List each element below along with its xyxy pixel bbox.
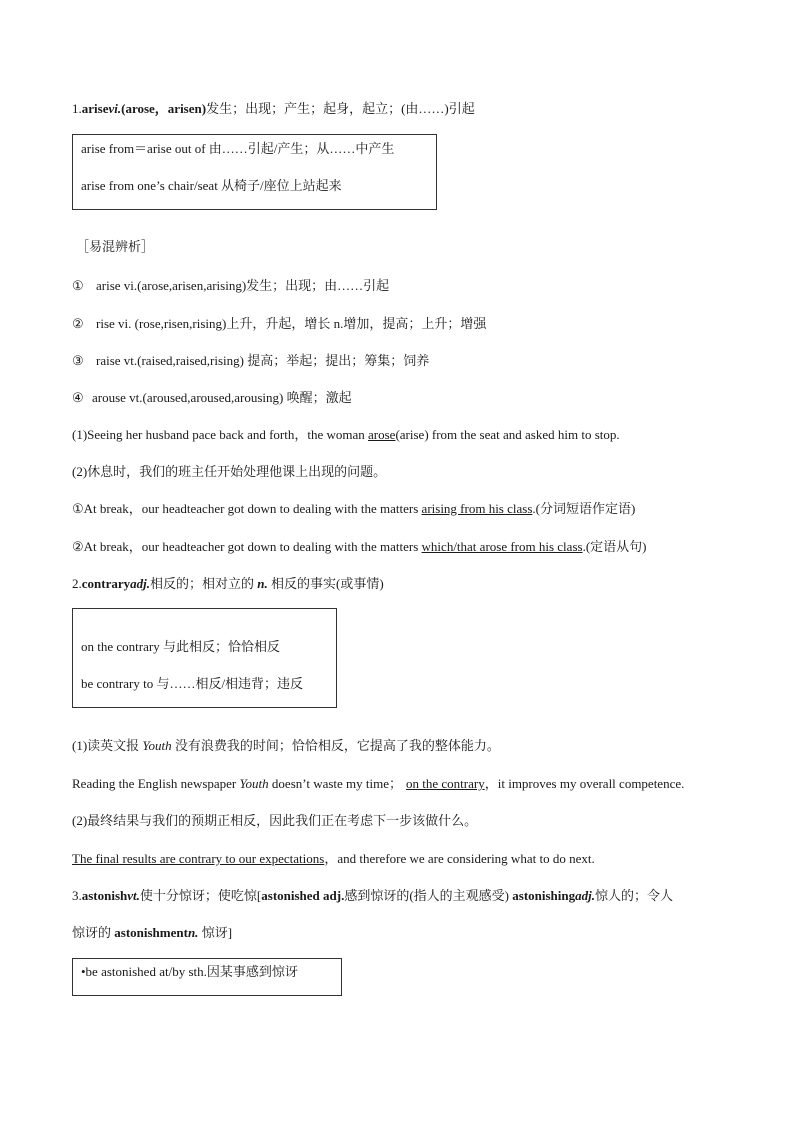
s1-item-1 [72,277,389,295]
s3-word-3: astonishing [512,888,576,903]
s1-example-2-2-text-a: ②At break，our headteacher got down to dealing with the matters [72,539,422,554]
s1-item-2-mark: ② [72,316,84,331]
s1-example-2-2-answer: which/that arose from his class [421,539,583,554]
s2-word: contrary [81,576,131,591]
s2-meaning-b: 相反的事实(或事情) [267,576,384,591]
s2-pos2: n. [257,576,268,591]
s1-meaning: 发生；出现；产生；起身，起立；(由……)引起 [206,101,475,116]
s3-word-4: astonishment [114,925,188,940]
s1-item-1-mark: ① [72,278,84,293]
s2-example-2-zh: (2)最终结果与我们的预期正相反，因此我们正在考虑下一步该做什么。 [72,813,478,828]
s1-example-2-2 [72,538,646,556]
s2-example-2-en [72,850,595,868]
s1-item-3-text: raise vt.(raised,raised,rising) 提高；举起；提出；筹集；饲养 [96,353,430,368]
s3-phrase-box [72,958,342,996]
s2-example-1-en-a: Reading the English newspaper [72,776,240,791]
s2-phrase-box [72,608,337,708]
s1-item-3-mark: ③ [72,353,84,368]
s1-item-2-text: rise vi. (rose,risen,rising)上升，升起，增长 n.增加，提高；上升；增强 [96,316,487,331]
s1-example-1-text-a: (1)Seeing her husband pace back and forth，the woman [72,427,369,442]
s1-item-4 [72,389,352,407]
s2-heading [72,575,384,593]
s2-box-line-2: be contrary to 与……相反/相违背；违反 [81,676,304,691]
s1-pos: vi. [108,101,122,116]
s3-line2-a: 惊讶的 [72,925,115,940]
s1-example-1-text-b: (arise) from the seat and asked him to stop. [395,427,620,442]
s2-example-2-en-b: ，and therefore we are considering what to do next. [324,851,595,866]
s1-num: 1. [72,101,82,116]
s3-meaning-c: 惊人的；令人 [595,888,674,903]
s1-box-line-2: arise from one’s chair/seat 从椅子/座位上站起来 [81,178,342,193]
s2-pos: adj. [130,576,150,591]
s2-example-1-en [72,775,684,793]
s1-box-line-1: arise from＝arise out of 由……引起/产生；从……中产生 [81,141,395,156]
s3-word: astonish [81,888,128,903]
s2-num: 2. [72,576,82,591]
s1-example-2-2-text-b: .(定语从句) [582,539,647,554]
s3-word-2: astonished adj. [261,888,345,903]
s1-example-2-1 [72,500,635,518]
s2-example-1-zh-a: (1)读英文报 [72,738,143,753]
s2-example-2-answer: The final results are contrary to our expectations [72,851,325,866]
s1-item-4-text: arouse vt.(aroused,aroused,arousing) 唤醒；激起 [92,390,352,405]
s1-item-2 [72,315,486,333]
s3-num: 3. [72,888,82,903]
s3-pos3: adj. [575,888,596,903]
s2-example-1-en-c: ，it improves my overall competence. [484,776,685,791]
s1-example-2-1-text-b: .(分词短语作定语) [532,501,636,516]
s3-pos4: n. [187,925,199,940]
s3-heading-line-2 [72,924,232,942]
s1-word: arise [81,101,109,116]
s1-example-2-1-text-a: ①At break，our headteacher got down to dealing with the matters [72,501,422,516]
s2-box-line-1: on the contrary 与此相反；恰恰相反 [81,639,280,654]
s1-item-3 [72,352,429,370]
s1-item-4-mark: ④ [72,390,84,405]
s2-example-1-en-b: doesn’t waste my time； [268,776,403,791]
s2-example-1-answer: on the contrary [406,776,485,791]
s2-example-1-zh-b: 没有浪费我的时间；恰恰相反，它提高了我的整体能力。 [171,738,500,753]
s1-example-2-zh: (2)休息时，我们的班主任开始处理他课上出现的问题。 [72,464,387,479]
s1-example-1-answer: arose [368,427,396,442]
s3-box-line: •be astonished at/by sth.因某事感到惊讶 [81,964,298,979]
s3-meaning-b: 感到惊讶的(指人的主观感受) [344,888,513,903]
s1-example-1 [72,426,620,444]
s1-tag: ［易混辨析］ [76,239,155,254]
s1-heading [72,100,475,118]
s2-example-1-zh-italic: Youth [142,738,172,753]
s2-meaning-a: 相反的；相对立的 [150,576,258,591]
s3-line2-b: 惊讶] [198,925,233,940]
s3-meaning-a: 使十分惊讶；使吃惊[ [139,888,262,903]
s2-example-1-zh [72,737,500,755]
s2-example-1-en-italic: Youth [239,776,269,791]
s3-pos: vt. [127,888,140,903]
s1-phrase-box [72,134,437,210]
s1-example-2-1-answer: arising from his class [421,501,533,516]
s1-forms: (arose，arisen) [121,101,207,116]
s3-heading [72,887,673,905]
s1-item-1-text: arise vi.(arose,arisen,arising)发生；出现；由……引起 [96,278,390,293]
